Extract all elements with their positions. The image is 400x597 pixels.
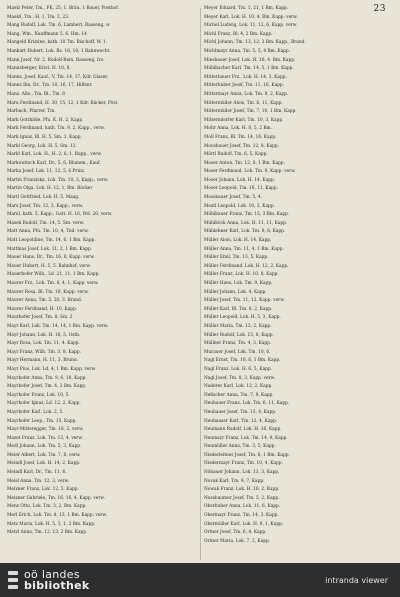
directory-entry: Mayrhofer Josef, Tm. 4, 2 Bm. Kapp.: [7, 384, 87, 390]
directory-entry: Neuhauser Karl, Tm. 12, 4, Kapp.: [204, 418, 278, 424]
directory-entry: Marxl, kath. 5, Kapp., Gatt. H. 16, Wd. 20, verw.: [7, 212, 113, 218]
library-logo[interactable]: [0, 563, 89, 597]
directory-entry: Mostl Leopold, Lok. 10, 3, Kapp.: [204, 203, 275, 209]
directory-entry: Markl Karl, Lok. H., H. 2, 6, 1, Rapp., verw.: [7, 152, 102, 158]
directory-entry: Manns, Josef, Kauf., V, Tm. 14, 17, Kdr. Glaser.: [7, 74, 109, 80]
directory-entry: Marx Josef, Tm. 12, 3, Kapp., verw.: [7, 203, 84, 209]
directory-entry: Müller Emil, Tm. 13, 5, Kapp.: [204, 255, 269, 261]
directory-entry: Müller Karl, Bl. Tm. 8, 2, Kapp.: [204, 306, 273, 312]
logo-line-2: bibliothek: [24, 579, 90, 592]
directory-entry: Müllner Franz, Tm. 4, 3, Kapp.: [204, 341, 272, 347]
directory-entry: Obermayr Franz, Tm. 14, 3, Kapp.: [204, 513, 279, 519]
directory-entry: Mittermayr Anna, Lok. Tm. 9, 2, Kapp.: [204, 91, 289, 97]
directory-entry: Michlmayr Anna, Tm. 5, 5, 4 Bm. Kapp.: [204, 48, 291, 54]
directory-entry: Mark Ferdinand, kath. Tm. 9, 2, Kapp., verw.: [7, 126, 105, 132]
directory-entry: Mitterbauer Frz., Lok. H. 14, 3, Kapp.: [204, 74, 287, 80]
directory-entry: Mossbauer Josef, Tm. 5, 4.: [204, 195, 262, 201]
directory-entry: Mayr Hermann, H. 11, 3. Brunn.: [7, 358, 79, 364]
directory-entry: Meixner Gabriele, Tm. 16, 16, 4, Kapp. verw.: [7, 495, 105, 501]
directory-entry: Mayrhofer Leop., Tm. 15, Kapp.: [7, 418, 77, 424]
directory-entry: Martl Gottfried, Lok. H. 5, Maag.: [7, 195, 80, 201]
directory-entry: Mauer Hans, Dr., Tm. 16, 8, Kapp. verw.: [7, 255, 95, 261]
directory-entry: Mühlbacher Karl, Tm. 14, 5, 1 Bm. Kapp.: [204, 66, 294, 72]
right-column: [204, 5, 394, 546]
logo-mark-icon: [8, 569, 18, 591]
directory-entry: Moser Anton, Tm. 12, 8, 1 Bm. Kapp.: [204, 160, 285, 166]
footer-bar: [0, 563, 400, 597]
directory-entry: Mayr Johann, Lok. H. 16, 5, Ostb.: [7, 332, 81, 338]
directory-entry: Manns Ibn, Dr., Tm. 10, 16, 17, Hilfsnr.: [7, 83, 93, 89]
directory-entry: Mayr Karl, Lok. Tm. 14, 14, 1 Bm. Kapp. verw.: [7, 323, 109, 329]
directory-entry: Nussbaumer Josef, Tm. 5, 2, Kapp.: [204, 495, 280, 501]
directory-entry: Markowitsch Karl, Dr., 5, 6, Blumen., Kauf.: [7, 160, 101, 166]
directory-entry: Murauer Josef, Lok. Tm. 10, 6.: [204, 349, 271, 355]
directory-entry: Maurer Frz., Lok. Tm. 8, 4, 1, Kapp. verw.: [7, 281, 99, 286]
directory-entry: Matthias Josef, Lok. 11, 2, 1 Bm. Kapp.: [7, 246, 93, 252]
directory-entry: Meisl Anna, Tm. 12, 3, verw.: [7, 478, 70, 484]
directory-entry: Moser Leopold, Tm. 16, 11, Kapp.: [204, 186, 279, 192]
directory-entry: Maelz Peter, Tm., FK, 25, 1. Bräu, 1 Bauer, Posthof.: [7, 6, 120, 11]
directory-entry: Novak Karl, Tm. 9, 7, Kapp.: [204, 478, 265, 484]
directory-entry: Moser Johann, Lok. H. 14, Kapp.: [204, 177, 276, 183]
directory-entry: Meier Albert, Lok. Tm. 7, 8, verw.: [7, 452, 81, 458]
directory-entry: Mittermüller Josef, Tm. 7, 10, 1 Bm. Kapp.: [204, 109, 297, 115]
directory-entry: Maurhofer Josef, Tm. 8, Sm. 2: [7, 315, 73, 321]
directory-entry: Mitterhuber Josef, Tm. 11, 16, Kapp.: [204, 83, 285, 89]
directory-entry: Mang Rudolf, Lok. Tm. 6, Lambert, Rasseng, w: [7, 23, 110, 29]
column-divider: [200, 8, 201, 560]
directory-entry: Martin Franziska, Lok. Tm. 10, 3, Kapp., verw.: [7, 177, 109, 183]
logo-text: [24, 569, 89, 591]
directory-entry: Müller Leopold, Lok. H. 5, 3, Kapp.: [204, 315, 281, 321]
directory-entry: Meindl Josef, Lok. H. 14, 2, Kapp.: [7, 461, 81, 467]
directory-entry: Mangold Kristine, kath. 10 Tm. Bischoff, W. 1.: [7, 40, 108, 46]
directory-entry: Nefischer Anna, Tm. 7, 9, Kapp.: [204, 392, 274, 398]
directory-entry: Meixner Franz, Lok. 12, 5, Kapp.: [7, 487, 79, 493]
directory-entry: Mann Josef, Nr. 2, Rudolf-Rein, Rasseng, Iro.: [7, 57, 105, 63]
directory-entry: Müller Franz, Lok. H. 10, 8, Kapp.: [204, 272, 279, 278]
directory-entry: Mohr Anna, Lok. H. 8, 5, 2 Bm.: [204, 126, 272, 132]
directory-entry: Neumayr Franz, Lok. Tm. 14, 9, Kapp.: [204, 435, 288, 441]
directory-entry: Mayr Franz, Wilh. Tm. 3. 8, Kapp.: [7, 349, 81, 355]
directory-entry: Mörtl Rudolf, Tm. 6, 5, Kapp.: [204, 152, 268, 158]
directory-entry: Miesbauer Josef, Lok. H. 16, 4. Bm. Kapp.: [204, 57, 296, 63]
directory-entry: Neumüller Anna, Tm. 3, 5, Kapp.: [204, 444, 276, 450]
directory-entry: Mara Ferdinand, H. 30, 15, 12, 1 Kdr. Bäcker, Pöst.: [7, 100, 119, 106]
directory-entry: Matt Leopoldine, Tm. 14, 6, 1 Bm. Kapp.: [7, 238, 96, 244]
directory-entry: Mayr Pius, Lok. Ld. 4, 1 Bm. Kapp. verw.: [7, 366, 96, 372]
directory-entry: Medl Johann, Lok. Tm. 5, 3, Kapp.: [7, 444, 82, 450]
directory-entry: Meindl Karl, Dr., Tm. 11, 6.: [7, 470, 67, 476]
directory-entry: Manhart Hubert, Lok. Bz. 16, 10, 1 Bahnwecht.: [7, 48, 111, 54]
directory-entry: Neumann Rudolf, Lok. H. 16, Kapp.: [204, 427, 282, 433]
directory-entry: Mang, Wm., Kauffmann 5, 6. Hm. 14: [7, 31, 87, 37]
directory-entry: Mayrhofer Anna, Tm. 9, 6, 10, Kapp.: [7, 375, 87, 381]
directory-entry: Maurer Ferdinand, H. 10, Kapp.: [7, 306, 78, 312]
directory-entry: Mayrhofer Franz, Lok. 10, 5.: [7, 392, 70, 398]
directory-entry: Michl Franz, Bl. 4, 2 Bm. Kapp.: [204, 31, 273, 37]
directory-entry: Müller Anna, Tm. 11, 4, 1 Bm. Kapp.: [204, 246, 284, 252]
directory-entry: Meyer Karl, Lok. H. 10, 4. Bm. Kapp. verw.: [204, 14, 298, 20]
directory-entry: Marka Josef, Lok. 11, 12, 5, 6 Prinz.: [7, 169, 86, 175]
directory-entry: Mauer Hubert, H. 5, 5. Bahnhof, verw.: [7, 263, 91, 269]
directory-entry: Müller Alois, Lok. H. 14, Kapp.: [204, 238, 272, 244]
directory-entry: Mazet Franz, Lok. Tm. 12, 4, verw.: [7, 435, 83, 441]
left-column: [7, 5, 197, 538]
directory-entry: Mayr Rosa, Lok. Tm. 11, 4. Kapp.: [7, 341, 80, 347]
directory-entry: Nowak Franz, Lok. H. 10, 2, Kapp.: [204, 487, 280, 493]
directory-entry: Ortner Josef, Tm. 6, 4, Kapp.: [204, 530, 267, 536]
directory-entry: Oberhuber Anna, Lok. 11, 6, Kapp.: [204, 504, 281, 510]
directory-entry: Obermüller Karl, Lok. H. 9, 1, Kapp.: [204, 521, 284, 527]
directory-entry: Mayrhofer Karl, Lok. 2, 5.: [7, 409, 64, 415]
directory-entry: Moser Ferdinand, Lok. Tm. 9, Kapp. verw.: [204, 169, 296, 175]
directory-entry: Müller Ferdinand, Lok. H. 12, 2, Kapp.: [204, 263, 289, 269]
directory-entry: Menz Otto, Lok. Tm. 3, 2, Bm. Kapp.: [7, 504, 87, 510]
directory-entry: Mauerhofer Wilh., Ld. 21, 11, 1 Bm. Kapp.: [7, 272, 100, 278]
directory-entry: Nagl Ernst, Tm. 10, 8, 1 Bm. Kapp.: [204, 358, 281, 364]
directory-entry: Mühlböck Anna, Lok. H. 11, 11, Kapp.: [204, 220, 288, 226]
directory-entry: Müller Josef, Tm. 11, 12, Kapp. verw.: [204, 298, 285, 304]
directory-entry: Maurer Rosa, Bl. Tm. 19, Kapp. verw.: [7, 289, 89, 295]
page-number: 23: [373, 4, 386, 14]
directory-entry: Moll Franz, Bl. Tm. 14, 16, Kapp.: [204, 134, 277, 140]
directory-entry: Meyer Eduard, Tm. 1, 21, 1 Bm. Kapp.: [204, 6, 289, 11]
directory-entry: Müller Maria, Tm. 12, 2, Kapp.: [204, 323, 272, 329]
directory-entry: Mannsberger, Krist. H. 10, 8.: [7, 66, 71, 72]
directory-entry: Michel Ludwig, Lok. 11, 12, 6, Kapp. verw.: [204, 23, 298, 29]
directory-entry: Marbach, Pfarrer, Tm.: [7, 109, 56, 115]
directory-entry: Mühlehner Karl, Lok. Tm. 8, 6, Kapp.: [204, 229, 286, 235]
directory-entry: Manz. Alle., Tm. Bl., Tm. 8: [7, 91, 65, 97]
directory-entry: Mayr-Mitteregger, Tm. 16, 2, verw.: [7, 427, 84, 433]
directory-entry: Müller Rudolf, Lok. 15, 8, Kapp.: [204, 332, 274, 338]
directory-entry: Naderer Karl, Lok. 12, 2, Kapp.: [204, 384, 273, 390]
directory-entry: Niederleitner Josef, Tm. 8, 1 Bm. Kapp.: [204, 452, 290, 458]
logo-line-1: oö landes: [24, 568, 80, 581]
directory-entry: Martin Olga, Lok. H. 12, 1, Bm. Bäcker: [7, 186, 93, 192]
directory-entry: Maurer Anna, Tm. 5. 20, 3. Brand.: [7, 298, 83, 304]
directory-entry: Mühlbauer Franz, Tm. 15, 3 Bm. Kapp.: [204, 212, 290, 218]
directory-entry: Niedermayr Franz, Tm. 10, 4, Kapp.: [204, 461, 283, 467]
directory-entry: Merl Erich, Lok. Tm. 8, 13, 1 Bm. Kapp. verw.: [7, 513, 107, 519]
directory-entry: Matt Anna, Pfu. Tm. 10, 4, Tnd. verw.: [7, 229, 89, 235]
directory-entry: Neubauer Josef, Tm. 13, 4, Kapp.: [204, 409, 277, 415]
directory-entry: Michl Johann, Tm. 13, 12, 3 Bm. Kapp., Brand.: [204, 40, 306, 46]
directory-entry: Metz Maria, Lok. H. 5, 3, 1, 2 Bm. Kapp.: [7, 521, 96, 527]
directory-entry: Moosbauer Josef, Tm. 12, 8, Kapp.: [204, 143, 280, 149]
directory-entry: Nöbauer Johann, Lok. 13, 3, Kapp.: [204, 470, 280, 476]
directory-entry: Nagl Franz, Lok. H. 6, 5, Kapp.: [204, 366, 272, 372]
directory-entry: Mitterndorfer Karl, Tm. 10, 3, Kapp.: [204, 117, 284, 123]
directory-entry: Müller Hans, Lok. Tm. 9, Kapp.: [204, 281, 273, 286]
directory-entry: Mark Ignaz, Bl. H. 5, Sm. 1, Kapp.: [7, 134, 82, 140]
directory-entry: Markl Georg, Lok. H. 5, Sm. 12.: [7, 143, 77, 149]
directory-entry: Masek Rudolf, Tm. 14, 5. Sm. verw.: [7, 220, 85, 226]
directory-entry: Nagl Josef, Tm. 8, 3, Kapp. verw.: [204, 375, 276, 381]
directory-entry: Mayrhofer Ignaz, Ld. 12, 2, Kapp.: [7, 401, 81, 407]
viewer-link[interactable]: intranda viewer: [325, 575, 388, 585]
directory-entry: Metzl Anna, Tm. 12, 13, 2 Bm. Kapp.: [7, 530, 88, 536]
directory-entry: Müller Johann, Lok. 4, Kapp.: [204, 289, 267, 295]
directory-entry: Ortner Maria, Lok. 7, 2, Kapp.: [204, 538, 271, 544]
directory-entry: Mittermüller Alois, Tm. 8, 11, Kapp.: [204, 100, 283, 106]
directory-entry: Neubauer Franz, Lok. Tm. 6, 11, Kapp.: [204, 401, 290, 407]
directory-entry: Maelzl, Tm., H. 1, Tm. 3, 23.: [7, 14, 70, 20]
directory-entry: Mark Gotthilde, Pfu. K. H. 2, Kapp.: [7, 117, 84, 123]
